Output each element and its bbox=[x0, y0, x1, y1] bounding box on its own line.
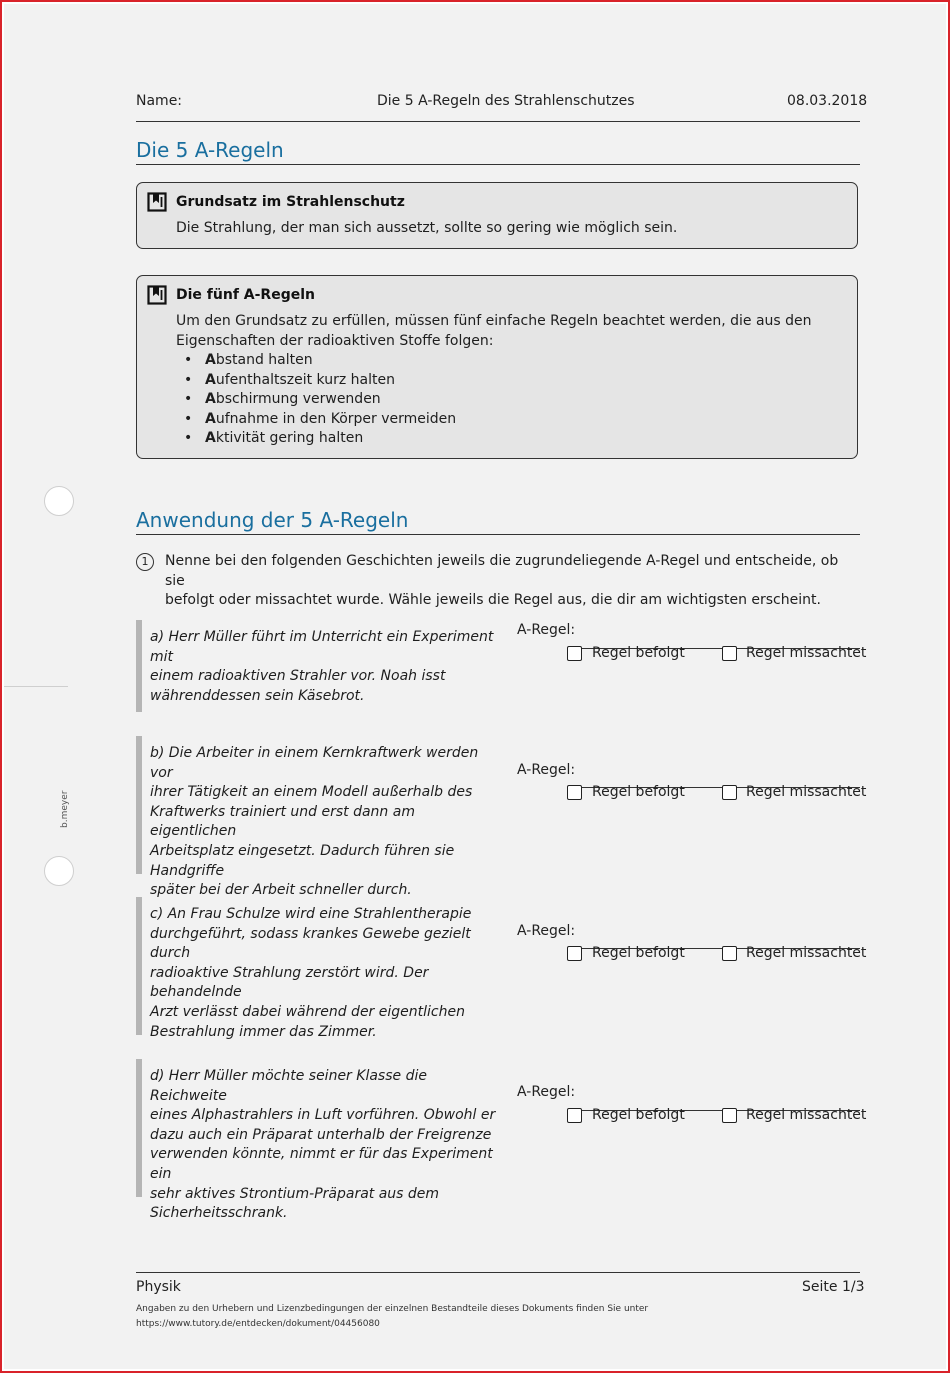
header-divider bbox=[136, 121, 860, 122]
rule-ignored-label: Regel missachtet bbox=[746, 1107, 867, 1123]
a-regel-label: A-Regel: bbox=[517, 762, 576, 778]
story-text: c) An Frau Schulze wird eine Strahlentherapie durchgeführt, sodass krankes Gewebe gezielt durch radioaktive Strahlung zerstört wird. Der behandelnde Arzt verlässt dabei während der eigentlichen Bestrahlung immer das Zimmer. bbox=[150, 906, 472, 1040]
section-title-rules: Die 5 A-Regeln bbox=[136, 138, 284, 162]
document-date: 08.03.2018 bbox=[787, 93, 868, 109]
section-title-application: Anwendung der 5 A-Regeln bbox=[136, 508, 409, 532]
subject-label: Physik bbox=[136, 1279, 181, 1295]
rule-followed-checkbox[interactable] bbox=[567, 646, 582, 661]
bookmark-icon bbox=[147, 285, 167, 305]
principle-box bbox=[136, 182, 858, 249]
rule-followed-label: Regel befolgt bbox=[592, 645, 685, 661]
rule-ignored-checkbox[interactable] bbox=[722, 946, 737, 961]
list-item: • Aufnahme in den Körper vermeiden bbox=[176, 410, 456, 430]
a-regel-label: A-Regel: bbox=[517, 1084, 576, 1100]
story-a bbox=[136, 620, 502, 712]
rule-followed-label: Regel befolgt bbox=[592, 945, 685, 961]
punch-hole-bottom bbox=[44, 856, 74, 886]
rule-ignored-checkbox[interactable] bbox=[722, 1108, 737, 1123]
story-text: b) Die Arbeiter in einem Kernkraftwerk werden vor ihrer Tätigkeit an einem Modell außerhalb des Kraftwerks trainiert und erst dann am eigentlichen Arbeitsplatz eingesetzt. Dadurch führen sie Handgriffe später bei der Arbeit schneller durch. bbox=[150, 745, 479, 899]
rule-ignored-checkbox[interactable] bbox=[722, 785, 737, 800]
principle-text: Die Strahlung, der man sich aussetzt, sollte so gering wie möglich sein. bbox=[176, 220, 678, 236]
section-divider bbox=[136, 534, 860, 535]
story-b bbox=[136, 736, 502, 899]
list-item: • Aktivität gering halten bbox=[176, 429, 456, 449]
author-label: b.meyer bbox=[60, 790, 70, 828]
rule-ignored-label: Regel missachtet bbox=[746, 645, 867, 661]
list-item: • Abstand halten bbox=[176, 351, 456, 371]
section-divider bbox=[136, 164, 860, 165]
list-item: • Aufenthaltszeit kurz halten bbox=[176, 371, 456, 391]
rule-followed-checkbox[interactable] bbox=[567, 946, 582, 961]
rule-ignored-label: Regel missachtet bbox=[746, 784, 867, 800]
name-label: Name: bbox=[136, 93, 183, 109]
task-line: Nenne bei den folgenden Geschichten jeweils die zugrundeliegende A-Regel und entscheide, ob sie bbox=[165, 553, 839, 589]
rules-box bbox=[136, 275, 858, 459]
punch-hole-top bbox=[44, 486, 74, 516]
a-regel-label: A-Regel: bbox=[517, 622, 576, 638]
rule-ignored-checkbox[interactable] bbox=[722, 646, 737, 661]
rule-followed-label: Regel befolgt bbox=[592, 784, 685, 800]
task-line: befolgt oder missachtet wurde. Wähle jeweils die Regel aus, die dir am wichtigsten erscheint. bbox=[165, 592, 821, 609]
rules-intro-line: Um den Grundsatz zu erfüllen, müssen fünf einfache Regeln beachtet werden, die aus den bbox=[176, 313, 812, 329]
rules-intro bbox=[176, 312, 836, 351]
fold-mark bbox=[4, 686, 68, 687]
story-d bbox=[136, 1059, 502, 1222]
principle-title: Grundsatz im Strahlenschutz bbox=[176, 194, 405, 210]
a-regel-label: A-Regel: bbox=[517, 923, 576, 939]
bookmark-icon bbox=[147, 192, 167, 212]
rules-intro-line: Eigenschaften der radioaktiven Stoffe folgen: bbox=[176, 332, 494, 349]
rule-followed-label: Regel befolgt bbox=[592, 1107, 685, 1123]
story-c bbox=[136, 897, 502, 1040]
license-link[interactable]: https://www.tutory.de/entdecken/dokument/04456080 bbox=[136, 1319, 380, 1329]
footer-divider bbox=[136, 1272, 860, 1273]
task-number-badge: 1 bbox=[136, 553, 154, 571]
document-title: Die 5 A-Regeln des Strahlenschutzes bbox=[377, 93, 635, 109]
rules-title: Die fünf A-Regeln bbox=[176, 287, 315, 303]
rule-followed-checkbox[interactable] bbox=[567, 785, 582, 800]
rules-list bbox=[176, 351, 456, 449]
list-item: • Abschirmung verwenden bbox=[176, 390, 456, 410]
story-text: a) Herr Müller führt im Unterricht ein Experiment mit einem radioaktiven Strahler vor. Noah isst währenddessen sein Käsebrot. bbox=[150, 629, 494, 704]
task-instruction bbox=[165, 552, 855, 611]
story-text: d) Herr Müller möchte seiner Klasse die Reichweite eines Alphastrahlers in Luft vorführen. Obwohl er dazu auch ein Präparat unterhalb der Freigrenze verwenden könnte, nimmt er für das Experiment ein sehr aktives Strontium-Präparat aus dem Sicherheitsschrank. bbox=[150, 1068, 496, 1222]
rule-ignored-label: Regel missachtet bbox=[746, 945, 867, 961]
license-text: Angaben zu den Urhebern und Lizenzbedingungen der einzelnen Bestandteile dieses Dokuments finden Sie unter bbox=[136, 1304, 649, 1314]
rule-followed-checkbox[interactable] bbox=[567, 1108, 582, 1123]
page-number: Seite 1/3 bbox=[802, 1279, 865, 1295]
